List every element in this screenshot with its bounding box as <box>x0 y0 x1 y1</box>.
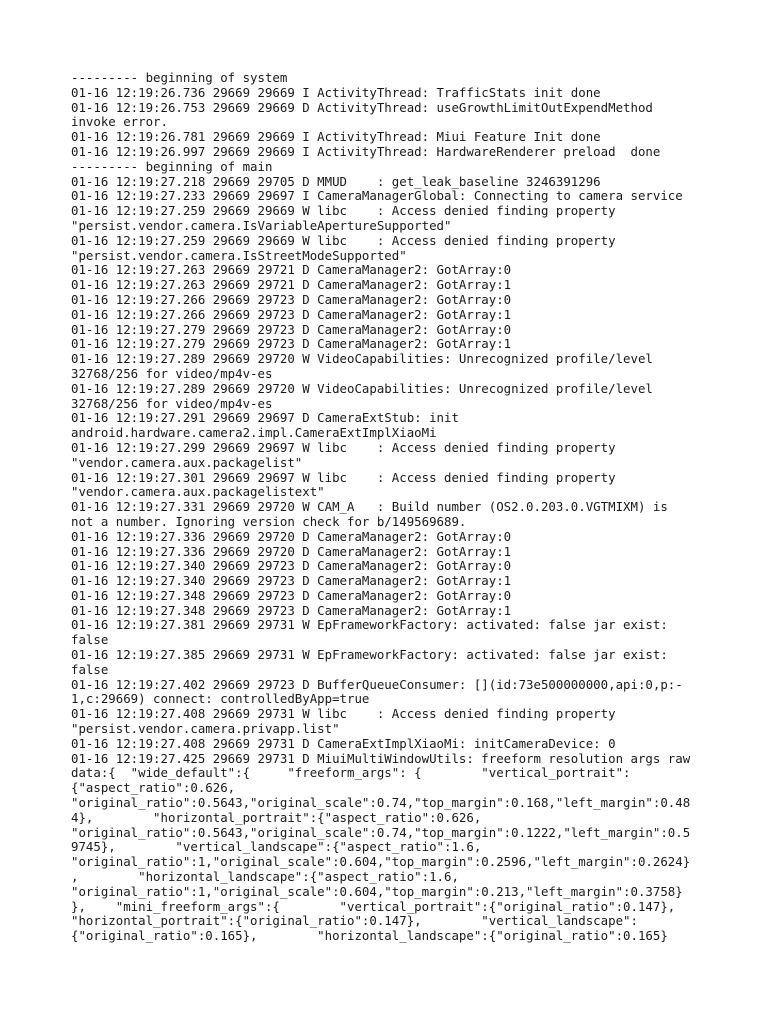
log-line: --------- beginning of system <box>71 70 288 85</box>
log-line: 01-16 12:19:27.301 29669 29697 W libc : Access denied finding property <box>71 469 616 485</box>
log-line: 01-16 12:19:27.348 29669 29723 D CameraManager2: GotArray:0 <box>71 587 512 603</box>
log-line: "vendor.camera.aux.packagelistext" <box>71 484 325 500</box>
log-line: "original_ratio":0.5643,"original_scale":0.74,"top_margin":0.168,"left_margin":0.48 <box>71 795 691 811</box>
log-line: 01-16 12:19:27.336 29669 29720 D CameraManager2: GotArray:0 <box>71 528 512 544</box>
log-line: "horizontal_portrait":{"original_ratio":0.147}, "vertical_landscape": <box>71 913 638 929</box>
log-line: 01-16 12:19:27.259 29669 29669 W libc : Access denied finding property <box>71 232 616 248</box>
log-line: 01-16 12:19:27.299 29669 29697 W libc : Access denied finding property <box>71 439 616 455</box>
log-line: 01-16 12:19:27.218 29669 29705 D MMUD : get_leak_baseline 3246391296 <box>71 173 601 189</box>
log-line: 32768/256 for video/mp4v-es <box>71 365 273 381</box>
log-line: 1,c:29669) connect: controlledByApp=true <box>71 691 370 707</box>
log-line: 01-16 12:19:26.736 29669 29669 I ActivityThread: TrafficStats init done <box>71 84 601 100</box>
log-line: android.hardware.camera2.impl.CameraExtImplXiaoMi <box>71 425 437 441</box>
log-line: 01-16 12:19:27.340 29669 29723 D CameraManager2: GotArray:1 <box>71 573 512 589</box>
log-line: 01-16 12:19:26.997 29669 29669 I ActivityThread: HardwareRenderer preload done <box>71 143 661 159</box>
log-line: 4}, "horizontal_portrait":{"aspect_ratio":0.626, <box>71 809 482 825</box>
log-line: "original_ratio":0.5643,"original_scale":0.74,"top_margin":0.1222,"left_margin":0.5 <box>71 824 691 840</box>
log-line: "original_ratio":1,"original_scale":0.604,"top_margin":0.2596,"left_margin":0.2624} <box>71 854 691 870</box>
log-line: "persist.vendor.camera.privapp.list" <box>71 721 340 737</box>
log-line: 01-16 12:19:27.340 29669 29723 D CameraManager2: GotArray:0 <box>71 558 512 574</box>
log-line: 01-16 12:19:27.263 29669 29721 D CameraManager2: GotArray:1 <box>71 277 512 293</box>
log-line: 01-16 12:19:27.385 29669 29731 W EpFrameworkFactory: activated: false jar exist: <box>71 647 668 663</box>
log-line: 01-16 12:19:27.381 29669 29731 W EpFrameworkFactory: activated: false jar exist: <box>71 617 668 633</box>
log-line: "vendor.camera.aux.packagelist" <box>71 454 303 470</box>
log-line: 01-16 12:19:26.753 29669 29669 D ActivityThread: useGrowthLimitOutExpendMethod <box>71 99 653 115</box>
log-line: 32768/256 for video/mp4v-es <box>71 395 273 411</box>
log-line: 01-16 12:19:27.266 29669 29723 D CameraManager2: GotArray:0 <box>71 291 512 307</box>
log-line: 01-16 12:19:27.279 29669 29723 D CameraManager2: GotArray:1 <box>71 336 512 352</box>
log-line: 01-16 12:19:27.233 29669 29697 I CameraManagerGlobal: Connecting to camera service <box>71 188 683 204</box>
log-line: 01-16 12:19:27.263 29669 29721 D CameraManager2: GotArray:0 <box>71 262 512 278</box>
log-line: 01-16 12:19:27.408 29669 29731 D CameraExtImplXiaoMi: initCameraDevice: 0 <box>71 735 616 751</box>
log-line: 01-16 12:19:27.408 29669 29731 W libc : Access denied finding property <box>71 706 616 722</box>
log-line: 01-16 12:19:27.348 29669 29723 D CameraManager2: GotArray:1 <box>71 602 512 618</box>
log-line: 01-16 12:19:27.425 29669 29731 D MiuiMultiWindowUtils: freeform resolution args raw <box>71 750 691 766</box>
log-line: {"aspect_ratio":0.626, <box>71 780 236 796</box>
log-line: }, "mini_freeform_args":{ "vertical_portrait":{"original_ratio":0.147}, <box>71 898 676 914</box>
log-line: 01-16 12:19:27.331 29669 29720 W CAM_A : Build number (OS2.0.203.0.VGTMIXM) is <box>71 499 668 515</box>
log-line: "persist.vendor.camera.IsVariableApertureSupported" <box>71 217 452 233</box>
log-line: "original_ratio":1,"original_scale":0.604,"top_margin":0.213,"left_margin":0.3758} <box>71 883 683 899</box>
log-line: false <box>71 632 109 648</box>
log-line: 01-16 12:19:26.781 29669 29669 I ActivityThread: Miui Feature Init done <box>71 129 601 145</box>
log-line: 9745}, "vertical_landscape":{"aspect_ratio":1.6, <box>71 839 482 855</box>
log-line: 01-16 12:19:27.279 29669 29723 D CameraManager2: GotArray:0 <box>71 321 512 337</box>
log-line: 01-16 12:19:27.289 29669 29720 W VideoCapabilities: Unrecognized profile/level <box>71 351 653 367</box>
log-line: invoke error. <box>71 114 168 130</box>
log-text-block <box>71 71 695 944</box>
log-line: 01-16 12:19:27.266 29669 29723 D CameraManager2: GotArray:1 <box>71 306 512 322</box>
log-line: {"original_ratio":0.165}, "horizontal_landscape":{"original_ratio":0.165} <box>71 928 668 944</box>
log-line: 01-16 12:19:27.402 29669 29723 D BufferQueueConsumer: [](id:73e500000000,api:0,p:- <box>71 676 683 692</box>
log-line: 01-16 12:19:27.259 29669 29669 W libc : Access denied finding property <box>71 203 616 219</box>
log-line: "persist.vendor.camera.IsStreetModeSupported" <box>71 247 407 263</box>
log-line: , "horizontal_landscape":{"aspect_ratio":1.6, <box>71 869 459 885</box>
log-line: --------- beginning of main <box>71 158 273 174</box>
log-line: not a number. Ignoring version check for b/149569689. <box>71 513 467 529</box>
log-line: 01-16 12:19:27.289 29669 29720 W VideoCapabilities: Unrecognized profile/level <box>71 380 653 396</box>
log-line: false <box>71 661 109 677</box>
log-line: data:{ "wide_default":{ "freeform_args": { "vertical_portrait": <box>71 765 631 781</box>
log-line: 01-16 12:19:27.291 29669 29697 D CameraExtStub: init <box>71 410 459 426</box>
log-line: 01-16 12:19:27.336 29669 29720 D CameraManager2: GotArray:1 <box>71 543 512 559</box>
